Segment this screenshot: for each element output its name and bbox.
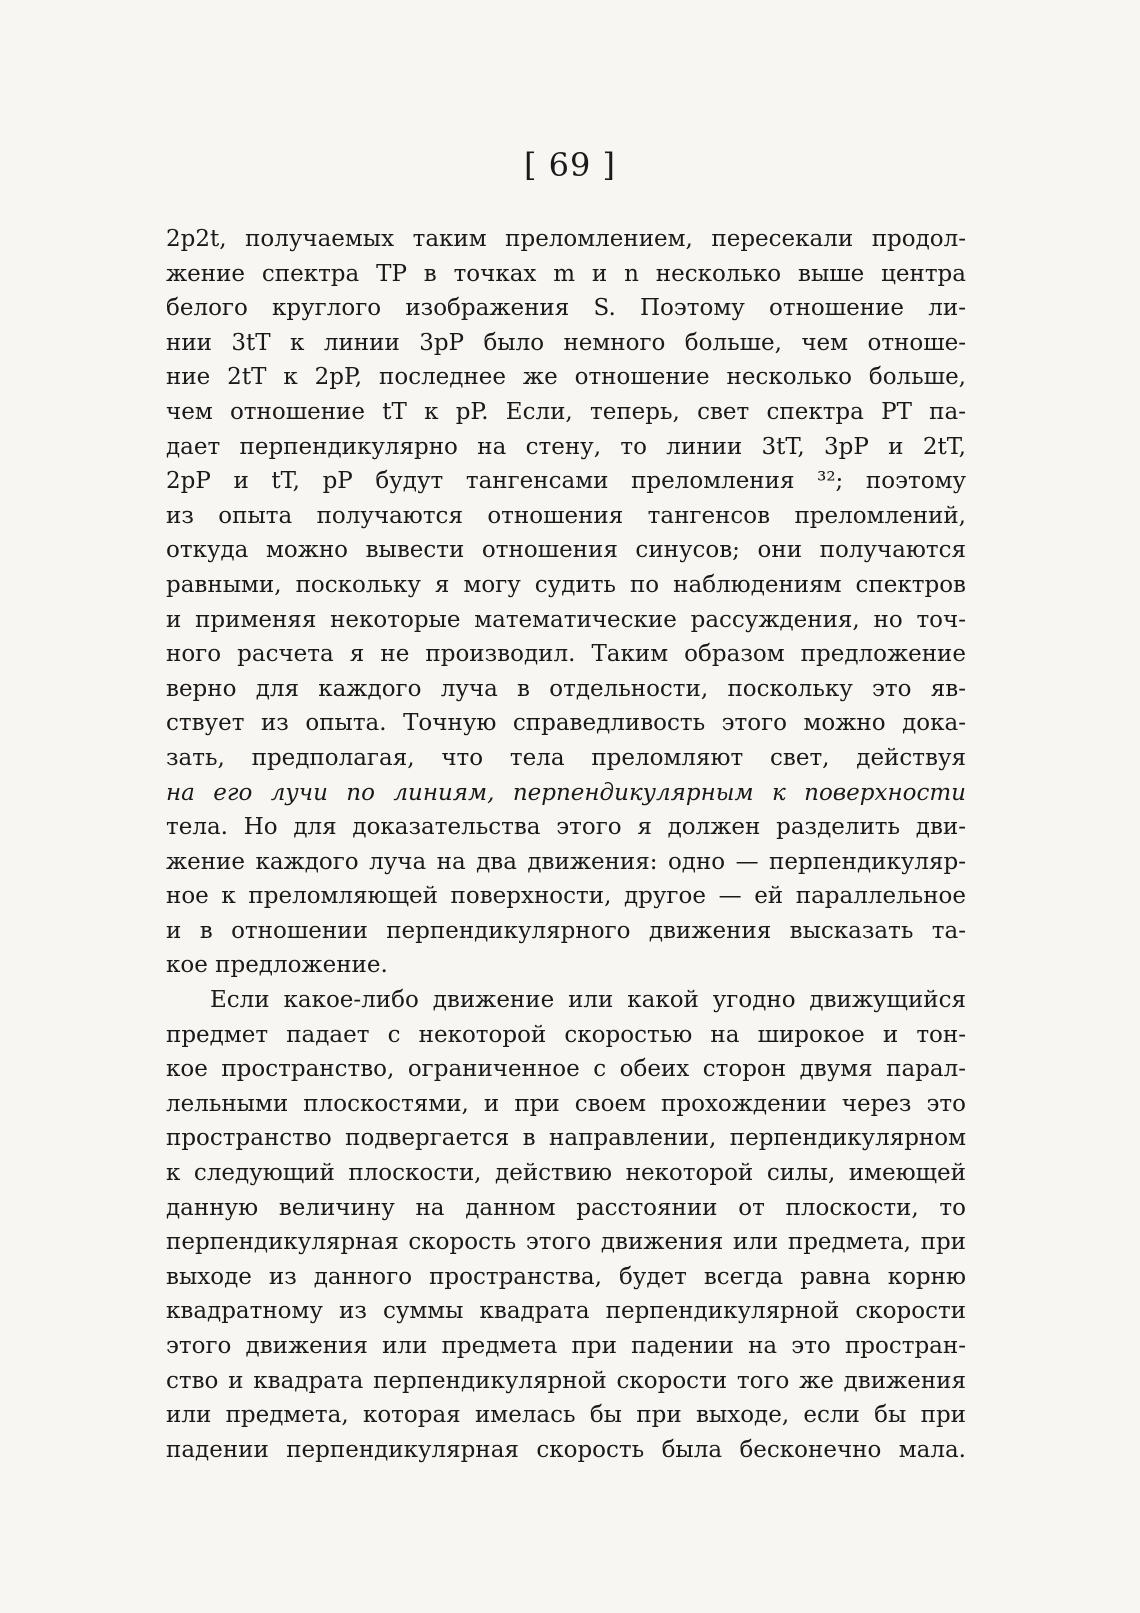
- text-line: квадратному из суммы квадрата перпендикулярной скорости: [166, 1298, 966, 1325]
- text-line: Если какое-либо движение или какой угодно движущийся: [210, 987, 966, 1014]
- text-line: кое предложение.: [166, 952, 388, 979]
- paragraph-2: [166, 983, 966, 1467]
- text-line: и в отношении перпендикулярного движения высказать та-: [166, 917, 966, 944]
- text-line: к следующий плоскости, действию некоторой силы, имеющей: [166, 1160, 966, 1187]
- text-line: 2p2t, получаемых таким преломлением, пересекали продол-: [166, 226, 966, 252]
- text-line: равными, поскольку я могу судить по наблюдениям спектров: [166, 571, 966, 598]
- text-line: или предмета, которая имелась бы при выходе, если бы при: [166, 1402, 966, 1429]
- text-line: чем отношение tT к pP. Если, теперь, свет спектра PT па-: [166, 398, 966, 425]
- text-line: лельными плоскостями, и при своем прохождении через это: [166, 1090, 966, 1117]
- text-line: ствует из опыта. Точную справедливость этого можно дока-: [166, 710, 966, 737]
- text-line: нии 3tT к линии 3pP было немного больше, чем отноше-: [166, 329, 966, 356]
- text-line: тела. Но для доказательства этого я должен разделить дви-: [166, 814, 966, 841]
- text-line: пространство подвергается в направлении, перпендикулярном: [166, 1125, 966, 1152]
- text-line: дает перпендикулярно на стену, то линии 3tT, 3pP и 2tT,: [166, 433, 966, 460]
- text-line: 2pP и tT, pP будут тангенсами преломления ³²; поэтому: [166, 468, 966, 495]
- text-line: данную величину на данном расстоянии от плоскости, то: [166, 1194, 966, 1221]
- text-line: ство и квадрата перпендикулярной скорости того же движения: [166, 1367, 966, 1394]
- text-line: откуда можно вывести отношения синусов; они получаются: [166, 537, 966, 564]
- text-line: на его лучи по линиям, перпендикулярным к поверхности: [166, 779, 966, 806]
- text-line: белого круглого изображения S. Поэтому отношение ли-: [166, 295, 966, 322]
- text-line: и применяя некоторые математические рассуждения, но точ-: [166, 606, 966, 633]
- text-line: из опыта получаются отношения тангенсов преломлений,: [166, 502, 966, 529]
- text-line: предмет падает с некоторой скоростью на широкое и тон-: [166, 1021, 966, 1048]
- text-line: жение спектра TP в точках m и n несколько выше центра: [166, 260, 966, 287]
- text-line: жение каждого луча на два движения: одно — перпендикуляр-: [166, 848, 966, 875]
- text-line: этого движения или предмета при падении на это простран-: [166, 1333, 966, 1359]
- text-line: ное к преломляющей поверхности, другое — ей параллельное: [166, 883, 966, 910]
- text-line: кое пространство, ограниченное с обеих сторон двумя парал-: [166, 1056, 966, 1083]
- text-line: перпендикулярная скорость этого движения или предмета, при: [166, 1229, 966, 1256]
- text-line: выходе из данного пространства, будет всегда равна корню: [166, 1263, 966, 1290]
- paragraph-1: [166, 222, 966, 983]
- text-line: ние 2tT к 2pP, последнее же отношение несколько больше,: [166, 364, 966, 391]
- page-number: [ 69 ]: [523, 146, 617, 184]
- text-line: ного расчета я не производил. Таким образом предложение: [166, 641, 966, 668]
- body-text: [166, 222, 966, 1467]
- text-line: падении перпендикулярная скорость была бесконечно мала.: [166, 1436, 966, 1463]
- text-line: верно для каждого луча в отдельности, поскольку это яв-: [166, 675, 966, 702]
- text-line: зать, предполагая, что тела преломляют свет, действуя: [166, 744, 966, 771]
